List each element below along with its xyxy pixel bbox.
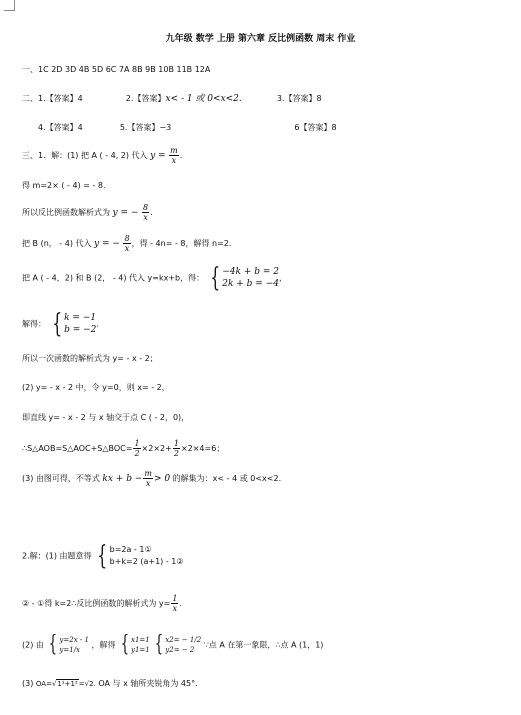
- sec3-line-6: 解得： { k = −1 b = −2 .: [22, 309, 99, 339]
- sec3-line-7: 所以一次函数的解析式为 y= - x - 2；: [22, 354, 158, 363]
- fraction-m-over-x-2: $\frac{m}{x}$: [144, 469, 152, 488]
- sec3-l11-text: (3) 由图可得，不等式: [22, 474, 100, 483]
- sec3-line-11: (3) 由图可得，不等式 kx + b − $\frac{m}{x}$ > 0 的解集为：x< - 4 或 0<x<2.: [22, 469, 282, 488]
- sec3-line-10: ∴S△AOB=S△AOC+S△BOC= $\frac{1}{2}$ ×2×2+ $\frac{1}{2}$ ×2×4=6；: [22, 439, 225, 458]
- section-1-answers: 一、1C 2D 3D 4B 5D 6C 7A 8B 9B 10B 11B 12A: [22, 65, 211, 74]
- sec4-line-4: (3) OA=√1²+1²=√2. OA 与 x 轴所夹锐角为 45°．: [22, 679, 204, 688]
- sec3-l1-y: y =: [150, 151, 166, 161]
- sec3-l1-text: 三、1．解：(1) 把 A ( - 4, 2) 代入: [22, 151, 148, 160]
- page-corner-mark: [4, 0, 15, 11]
- sec4-line-1: [22, 541, 184, 571]
- sec3-line-1: 三、1．解：(1) 把 A ( - 4, 2) 代入 y = $\frac{m}{x}$ .: [22, 146, 183, 165]
- sec4-l2-text: ② - ①得 k=2∴反比例函数的解析式为 y=: [22, 599, 171, 608]
- fraction-half-1: $\frac{1}{2}$: [134, 439, 140, 458]
- equation-system-2: { k = −1 b = −2: [51, 309, 97, 339]
- solution-system-1: { x1=1 y1=1: [120, 632, 150, 657]
- sec4-l4-text: (3): [22, 679, 34, 688]
- answer-2-math: x< - 1 或 0<x<2.: [165, 94, 242, 104]
- equation-system-1: { −4k + b = 2 2k + b = −4: [209, 263, 279, 293]
- section-2-row-2: [38, 122, 337, 134]
- answer-1: 二、1.【答案】4: [22, 94, 83, 103]
- fraction-m-over-x: $\frac{m}{x}$: [170, 146, 178, 165]
- section-2-row-1: [22, 93, 322, 105]
- sec3-line-9: 即直线 y= - x - 2 与 x 轴交于点 C ( - 2，0)，: [22, 413, 190, 422]
- sec3-line-5: 把 A ( - 4，2) 和 B (2， - 4) 代入 y=kx+b，得： { −4k + b = 2 2k + b = −4 ，: [22, 263, 287, 293]
- solution-system-2: { x2= − 1/2 y2= − 2: [155, 632, 202, 657]
- sec4-line-2: ② - ①得 k=2∴反比例函数的解析式为 y= $\frac{1}{x}$ .: [22, 594, 182, 613]
- sec3-l5-text: 把 A ( - 4，2) 和 B (2， - 4) 代入 y=kx+b，得：: [22, 273, 205, 283]
- sec4-l1-text: 2.解：(1) 由题意得: [22, 551, 92, 561]
- answer-4: 4.【答案】4: [38, 123, 83, 132]
- sec3-line-3: 所以反比例函数解析式为 y = − $\frac{8}{x}$ .: [22, 203, 153, 222]
- fraction-8-over-x-2: $\frac{8}{x}$: [124, 234, 130, 253]
- fraction-half-2: $\frac{1}{2}$: [173, 439, 179, 458]
- equation-system-4: { y=2x - 1 y=1/x: [49, 632, 89, 657]
- sec3-l10-text: ∴S△AOB=S△AOC+S△BOC=: [22, 444, 133, 453]
- equation-system-3: { b=2a - 1① b+k=2 (a+1) - 1②: [97, 541, 184, 571]
- sec4-l3-text: (2) 由: [22, 640, 44, 650]
- answer-6: 6【答案】8: [294, 123, 337, 132]
- sec3-l4-text: 把 B (n， - 4) 代入: [22, 239, 92, 248]
- sec3-line-4: 把 B (n， - 4) 代入 y = − $\frac{8}{x}$ ，得 - 4n= - 8，解得 n=2.: [22, 234, 232, 253]
- answer-2-label: 2.【答案】: [125, 94, 166, 103]
- sec3-l3-text: 所以反比例函数解析式为: [22, 208, 110, 217]
- fraction-1-over-x: $\frac{1}{x}$: [172, 594, 178, 613]
- sec3-l6-text: 解得：: [22, 319, 46, 329]
- answer-3: 3.【答案】8: [276, 94, 322, 103]
- answer-5: 5.【答案】−3: [119, 123, 172, 132]
- fraction-8-over-x: $\frac{8}{x}$: [142, 203, 149, 222]
- sec3-line-8: (2) y= - x - 2 中，令 y=0，则 x= - 2，: [22, 383, 170, 392]
- page-title: 九年级 数学 上册 第六章 反比例函数 周末 作业: [165, 34, 356, 44]
- sec4-line-3: (2) 由 { y=2x - 1 y=1/x ，解得 { x1=1 y1=1 { x2= − 1/2 y2= − 2 ∵点 A 在第一象限，∴点 A (1，1): [22, 632, 324, 657]
- sec3-line-2: 得 m=2× ( - 4) = - 8.: [22, 181, 106, 190]
- square-root: 1²+1²: [57, 680, 78, 688]
